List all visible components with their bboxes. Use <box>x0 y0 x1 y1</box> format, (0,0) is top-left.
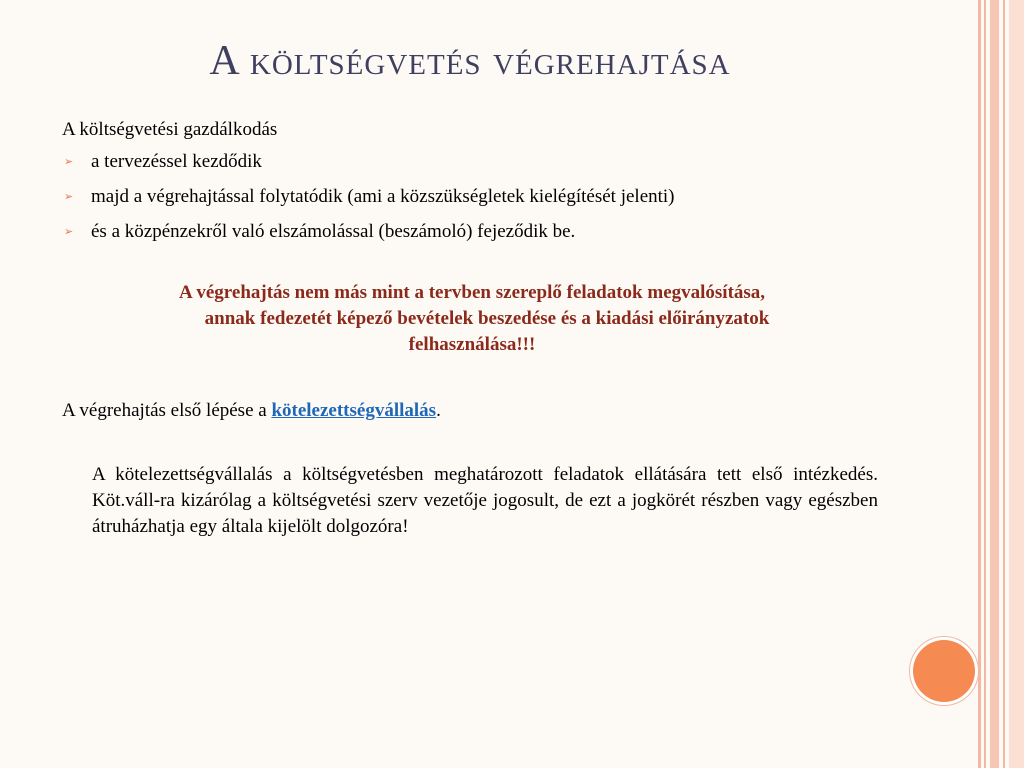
decor-stripe <box>1003 0 1005 768</box>
kotelezettsegvallalas-link[interactable]: kötelezettségvállalás <box>271 400 437 421</box>
decor-stripe <box>984 0 986 768</box>
first-step-suffix: . <box>436 400 441 421</box>
emphasis-block <box>62 280 882 358</box>
slide-title: A költségvetés végrehajtása <box>209 38 731 84</box>
decor-stripe <box>990 0 999 768</box>
first-step-text <box>62 398 882 424</box>
decor-stripe <box>978 0 981 768</box>
emphasis-line: A végrehajtás nem más mint a tervben szereplő feladatok megvalósítása, <box>178 282 766 303</box>
bullet-text: a tervezéssel kezdődik <box>91 151 262 172</box>
first-step-prefix: A végrehajtás első lépése a <box>62 400 272 421</box>
list-item <box>62 219 882 245</box>
list-item <box>62 149 882 175</box>
accent-circle <box>913 640 975 702</box>
arrow-bullet-icon: ➢ <box>64 190 74 203</box>
bullet-text: és a közpénzekről való elszámolással (beszámoló) fejeződik be. <box>91 221 576 242</box>
intro-text: A költségvetési gazdálkodás <box>62 119 278 140</box>
bullet-text: majd a végrehajtással folytatódik (ami a közszükségletek kielégítését jelenti) <box>91 186 675 207</box>
arrow-bullet-icon: ➢ <box>64 225 74 238</box>
arrow-bullet-icon: ➢ <box>64 155 74 168</box>
definition-paragraph: A kötelezettségvállalás a költségvetésben meghatározott feladatok ellátására tett első intézkedés. Köt.váll-ra kizárólag a költségvetési szerv vezetője jogosult, de ezt a jogkörét részben vagy egészben átruházhatja egy általa kijelölt dolgozóra! <box>92 464 878 537</box>
decor-stripe <box>1009 0 1024 768</box>
bullet-list <box>62 149 882 245</box>
list-item <box>62 184 882 210</box>
slide-content <box>62 117 882 540</box>
emphasis-line: felhasználása!!! <box>408 334 536 355</box>
emphasis-line: annak fedezetét képező bevételek beszedése és a kiadási előirányzatok <box>204 308 770 329</box>
